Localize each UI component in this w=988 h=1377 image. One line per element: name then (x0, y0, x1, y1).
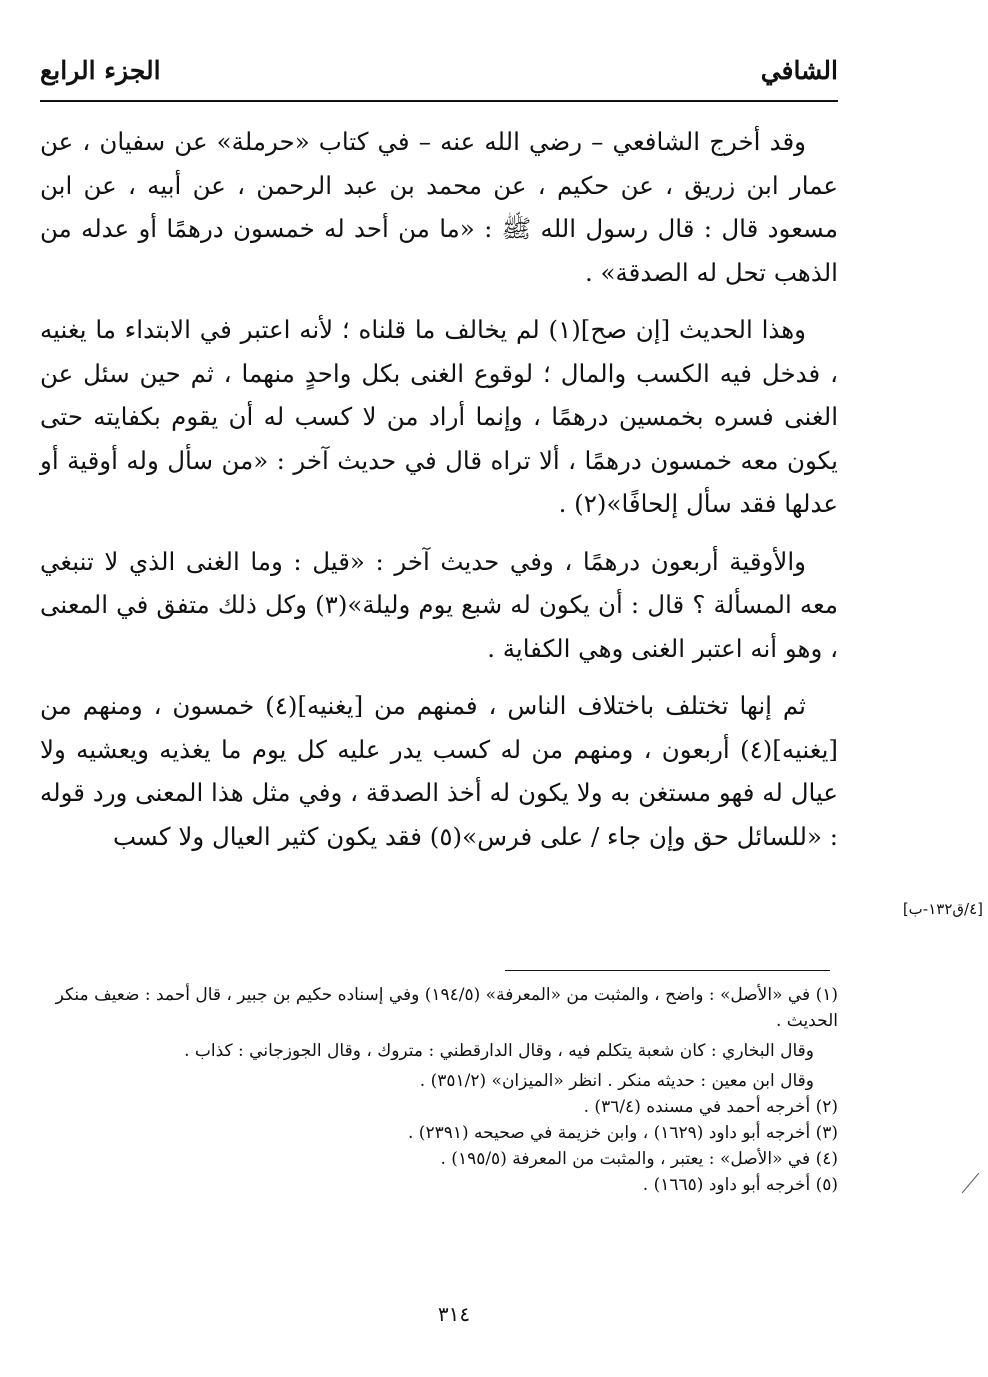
paragraph-2: وهذا الحديث [إن صح](١) لم يخالف ما قلناه ؛ لأنه اعتبر في الابتداء ما يغنيه ، فدخل فيه الكسب والمال ؛ لوقوع الغنى بكل واحدٍ منهما ، ثم حين سئل عن الغنى فسره بخمسين درهمًا ، وإنما أراد من لا كسب له أن يقوم بكفايته حتى يكون معه خمسون درهمًا ، ألا تراه قال في حديث آخر : «من سأل وله أوقية أو عدلها فقد سأل إلحافًا»(٢) . (40, 315, 838, 518)
footnote-2: (٢) أخرجه أحمد في مسنده (٣٦/٤) . (583, 1097, 838, 1117)
volume-title: الجزء الرابع (40, 56, 161, 85)
book-title: الشافي (760, 56, 838, 85)
footnote-4: (٤) في «الأصل» : يعتبر ، والمثبت من المعرفة (١٩٥/٥) . (440, 1149, 838, 1169)
paragraph-3: والأوقية أربعون درهمًا ، وفي حديث آخر : «قيل : وما الغنى الذي لا تنبغي معه المسألة ؟ قال : أن يكون له شبع يوم وليلة»(٣) وكل ذلك متفق في المعنى ، وهو أنه اعتبر الغنى وهي الكفاية . (40, 546, 838, 663)
scan-mark (962, 1173, 979, 1194)
page-number: ٣١٤ (437, 1302, 471, 1326)
running-header (40, 56, 838, 96)
paragraph-4: ثم إنها تختلف باختلاف الناس ، فمنهم من [يغنيه](٤) خمسون ، ومنهم من [يغنيه](٤) أربعون ، ومنهم من له كسب يدر عليه كل يوم ما يغذيه ويعشيه ولا عيال له فهو مستغن به ولا يكون له أخذ الصدقة ، وفي مثل هذا المعنى ورد قوله : «للسائل حق وإن جاء / على فرس»(٥) فقد يكون كثير العيال ولا كسب (40, 691, 838, 851)
footnote-1-continuation: وقال ابن معين : حديثه منكر . انظر «الميزان» (٣٥١/٢) . (419, 1071, 814, 1091)
paragraph-1: وقد أخرج الشافعي – رضي الله عنه – في كتاب «حرملة» عن سفيان ، عن عمار ابن زريق ، عن حكيم ، عن محمد بن عبد الرحمن ، عن أبيه ، عن ابن مسعود قال : قال رسول الله ﷺ : «ما من أحد له خمسون درهمًا أو عدله من الذهب تحل له الصدقة» . (40, 127, 838, 287)
footnote-divider (505, 970, 830, 971)
footnote-1-continuation: وقال البخاري : كان شعبة يتكلم فيه ، وقال الدارقطني : متروك ، وقال الجوزجاني : كذاب . (184, 1041, 814, 1061)
manuscript-folio-note: [٤/ق١٣٢-ب] (902, 900, 983, 918)
footnote-3: (٣) أخرجه أبو داود (١٦٢٩) ، وابن خزيمة في صحيحه (٢٣٩١) . (408, 1123, 838, 1143)
main-text (40, 120, 838, 872)
footnote-1: (١) في «الأصل» : واضح ، والمثبت من «المعرفة» (١٩٤/٥) وفي إسناده حكيم بن جبير ، قال أحمد : ضعيف منكر الحديث . (55, 985, 838, 1031)
footnote-5: (٥) أخرجه أبو داود (١٦٦٥) . (642, 1175, 838, 1195)
footnotes (40, 982, 838, 1198)
header-divider (40, 100, 838, 102)
